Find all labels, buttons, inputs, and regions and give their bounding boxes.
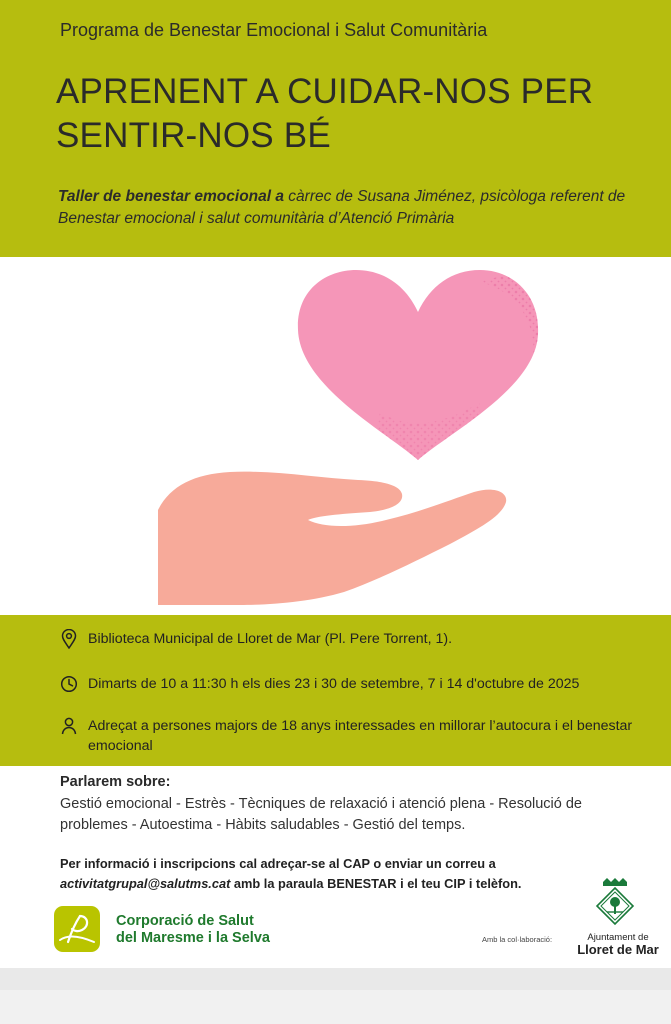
- topics-heading: Parlarem sobre:: [60, 774, 171, 790]
- heart-in-hand-illustration: [150, 262, 550, 608]
- ajuntament-name: [568, 932, 668, 956]
- title-line-1: APRENENT A CUIDAR-NOS PER: [56, 72, 594, 111]
- contact-email-link[interactable]: activitatgrupal@salutms.cat: [60, 876, 231, 891]
- contact-line-2-rest: amb la paraula BENESTAR i el teu CIP i telèfon.: [230, 876, 522, 891]
- clock-icon: [60, 674, 78, 694]
- subtitle: [58, 186, 658, 230]
- audience-text: Adreçat a persones majors de 18 anys interessades en millorar l’autocura i el benestar emocional: [88, 718, 633, 754]
- info-audience: [60, 716, 648, 756]
- info-schedule: [60, 674, 648, 694]
- ajuntament-line-2: Lloret de Mar: [577, 942, 659, 957]
- schedule-text: Dimarts de 10 a 11:30 h els dies 23 i 30 de setembre, 7 i 14 d'octubre de 2025: [88, 676, 580, 692]
- page-title: [56, 70, 656, 158]
- contact-line-2: [60, 874, 580, 894]
- ajuntament-line-1: Ajuntament de: [587, 932, 649, 943]
- program-name: Programa de Benestar Emocional i Salut Comunitària: [60, 20, 488, 40]
- collaboration-label: Amb la col·laboració:: [482, 935, 553, 944]
- header-band: [0, 0, 671, 257]
- location-pin-icon: [60, 629, 78, 649]
- contact-info: [60, 854, 580, 894]
- subtitle-rest: càrrec de Susana Jiménez, psicòloga referent de Benestar emocional i salut comunitària d’Atenció Primària: [58, 188, 626, 227]
- open-hand-icon: [158, 472, 506, 605]
- csms-name-line-1: Corporació de Salut: [116, 913, 254, 929]
- topics-text: Gestió emocional - Estrès - Tècniques de relaxació i atenció plena - Resolució de problemes - Autoestima - Hàbits saludables - Gestió del temps.: [60, 796, 582, 833]
- subtitle-bold: Taller de benestar emocional a: [58, 188, 284, 205]
- lloret-coat-of-arms-icon: [593, 876, 637, 930]
- person-icon: [60, 716, 78, 736]
- contact-line-1: Per informació i inscripcions cal adreçar-se al CAP o enviar un correu a: [60, 856, 496, 871]
- csms-name-line-2: del Maresme i la Selva: [116, 930, 270, 946]
- bottom-strip: [0, 990, 671, 1024]
- heart-icon: [298, 262, 550, 462]
- title-line-2: SENTIR-NOS BÉ: [56, 116, 331, 155]
- info-band: [0, 615, 671, 766]
- csms-logo-icon: [54, 906, 100, 952]
- csms-name: [116, 913, 270, 947]
- location-text: Biblioteca Municipal de Lloret de Mar (Pl. Pere Torrent, 1).: [88, 631, 453, 647]
- info-location: [60, 629, 648, 649]
